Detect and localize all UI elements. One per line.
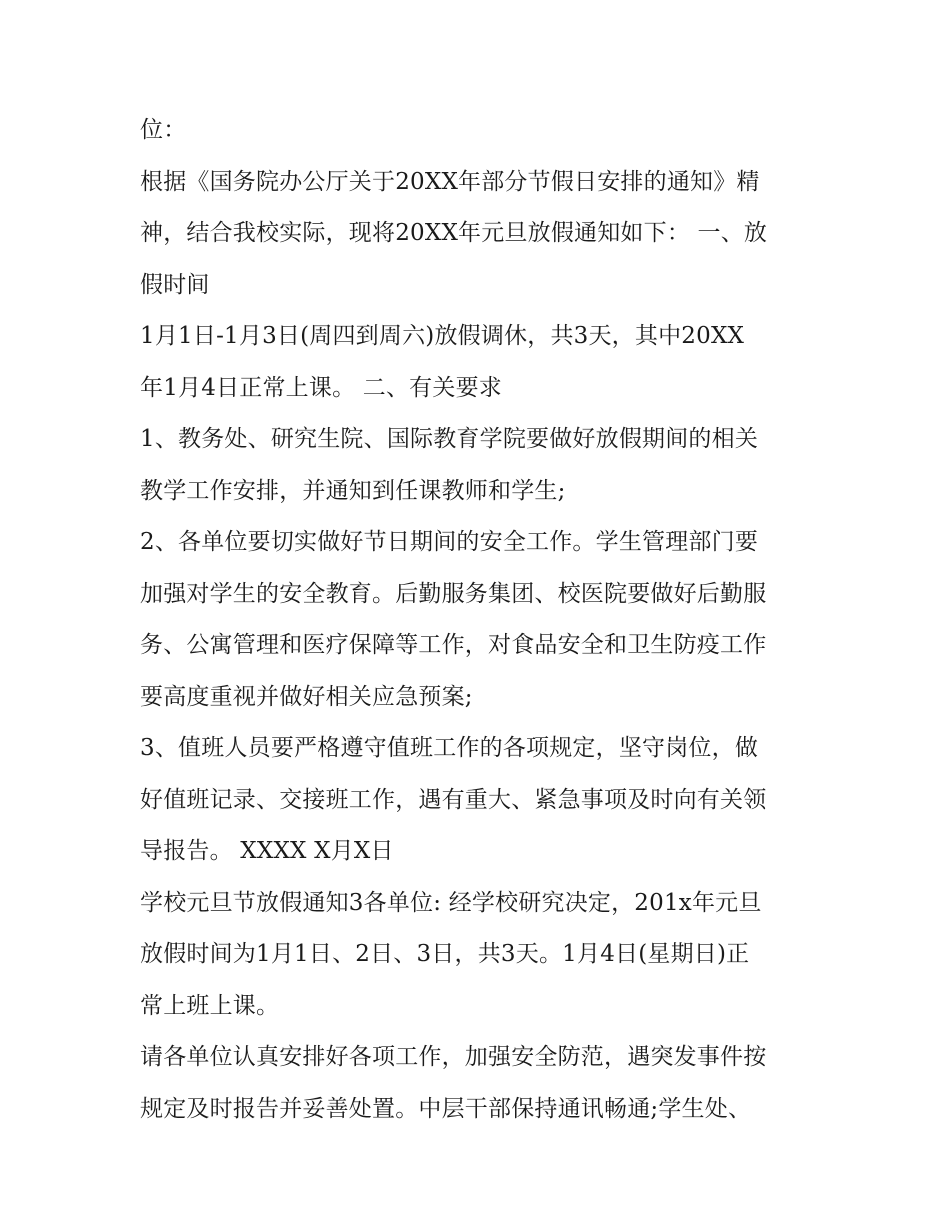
text-line: 学校元旦节放假通知3各单位: 经学校研究决定，201x年元旦 [140, 889, 762, 916]
text-line: 年1月4日正常上课。 二、有关要求 [140, 374, 502, 401]
text-line: 假时间 [140, 271, 210, 298]
text-line: 2、各单位要切实做好节日期间的安全工作。学生管理部门要 [140, 529, 759, 555]
text-line: 规定及时报告并妥善处置。中层干部保持通讯畅通;学生处、 [140, 1095, 752, 1122]
text-line: 务、公寓管理和医疗保障等工作，对食品安全和卫生防疫工作 [140, 632, 767, 658]
text-line: 教学工作安排，并通知到任课教师和学生; [140, 477, 566, 504]
text-line: 常上班上课。 [140, 992, 280, 1019]
text-line: 请各单位认真安排好各项工作，加强安全防范，遇突发事件按 [140, 1044, 767, 1070]
text-line: 神，结合我校实际，现将20XX年元旦放假通知如下： 一、放 [140, 220, 768, 246]
text-line: 根据《国务院办公厅关于20XX年部分节假日安排的通知》精 [140, 168, 760, 195]
text-line: 好值班记录、交接班工作，遇有重大、紧急事项及时向有关领 [140, 786, 767, 813]
text-line: 要高度重视并做好相关应急预案; [140, 683, 473, 710]
text-line: 放假时间为1月1日、2日、3日，共3天。1月4日(星期日)正 [140, 941, 750, 967]
text-line: 1月1日-1月3日(周四到周六)放假调休，共3天，其中20XX [140, 323, 745, 349]
text-line: 1、教务处、研究生院、国际教育学院要做好放假期间的相关 [140, 426, 759, 452]
text-line: 3、值班人员要严格遵守值班工作的各项规定，坚守岗位，做 [140, 735, 759, 761]
text-line: 加强对学生的安全教育。后勤服务集团、校医院要做好后勤服 [140, 580, 767, 607]
text-line: 导报告。 XXXX X月X日 [140, 838, 394, 864]
document-body [140, 105, 820, 1135]
text-line: 位： [140, 117, 187, 143]
